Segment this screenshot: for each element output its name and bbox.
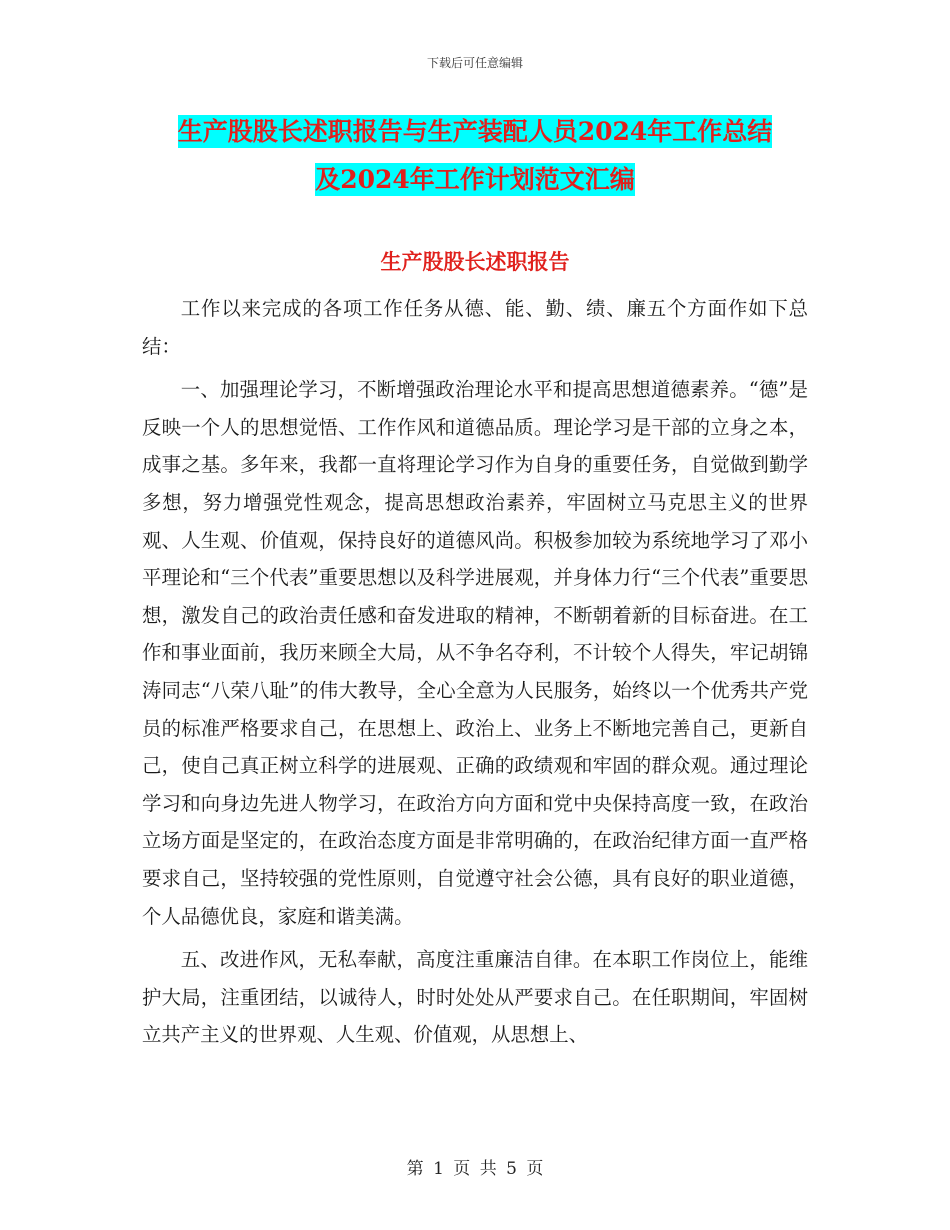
title-line-1: 生产股股长述职报告与生产装配人员2024年工作总结 — [177, 117, 773, 146]
document-title — [0, 108, 950, 204]
section-title: 生产股股长述职报告 — [380, 249, 570, 274]
body-text — [142, 290, 808, 1060]
paragraph-intro: 工作以来完成的各项工作任务从德、能、勤、绩、廉五个方面作如下总结： — [142, 297, 808, 358]
paragraph-1: 一、加强理论学习，不断增强政治理论水平和提高思想道德素养。“德”是反映一个人的思想觉悟、工作作风和道德品质。理论学习是干部的立身之本，成事之基。多年来，我都一直将理论学习作为自身的重要任务，自觉做到勤学多想，努力增强党性观念，提高思想政治素养，牢固树立马克思主义的世界观、人生观、价值观，保持良好的道德风尚。积极参加较为系统地学习了邓小平理论和“三个代表”重要思想以及科学进展观，并身体力行“三个代表”重要思想，激发自己的政治责任感和奋发进取的精神，不断朝着新的目标奋进。在工作和事业面前，我历来顾全大局，从不争名夺利，不计较个人得失，牢记胡锦涛同志“八荣八耻”的伟大教导，全心全意为人民服务，始终以一个优秀共产党员的标准严格要求自己，在思想上、政治上、业务上不断地完善自己，更新自己，使自己真正树立科学的进展观、正确的政绩观和牢固的群众观。通过理论学习和向身边先进人物学习，在政治方向方面和党中央保持高度一致，在政治立场方面是坚定的，在政治态度方面是非常明确的，在政治纪律方面一直严格要求自己，坚持较强的党性原则，自觉遵守社会公德，具有良好的职业道德，个人品德优良，家庭和谐美满。 — [142, 378, 808, 928]
page-footer: 第 1 页 共 5 页 — [406, 1159, 544, 1179]
header-note: 下载后可任意编辑 — [426, 56, 523, 70]
title-line-2: 及2024年工作计划范文汇编 — [315, 165, 635, 194]
paragraph-5: 五、改进作风，无私奉献，高度注重廉洁自律。在本职工作岗位上，能维护大局，注重团结，以诚待人，时时处处从严要求自己。在任职期间，牢固树立共产主义的世界观、人生观、价值观，从思想上、 — [142, 948, 808, 1047]
